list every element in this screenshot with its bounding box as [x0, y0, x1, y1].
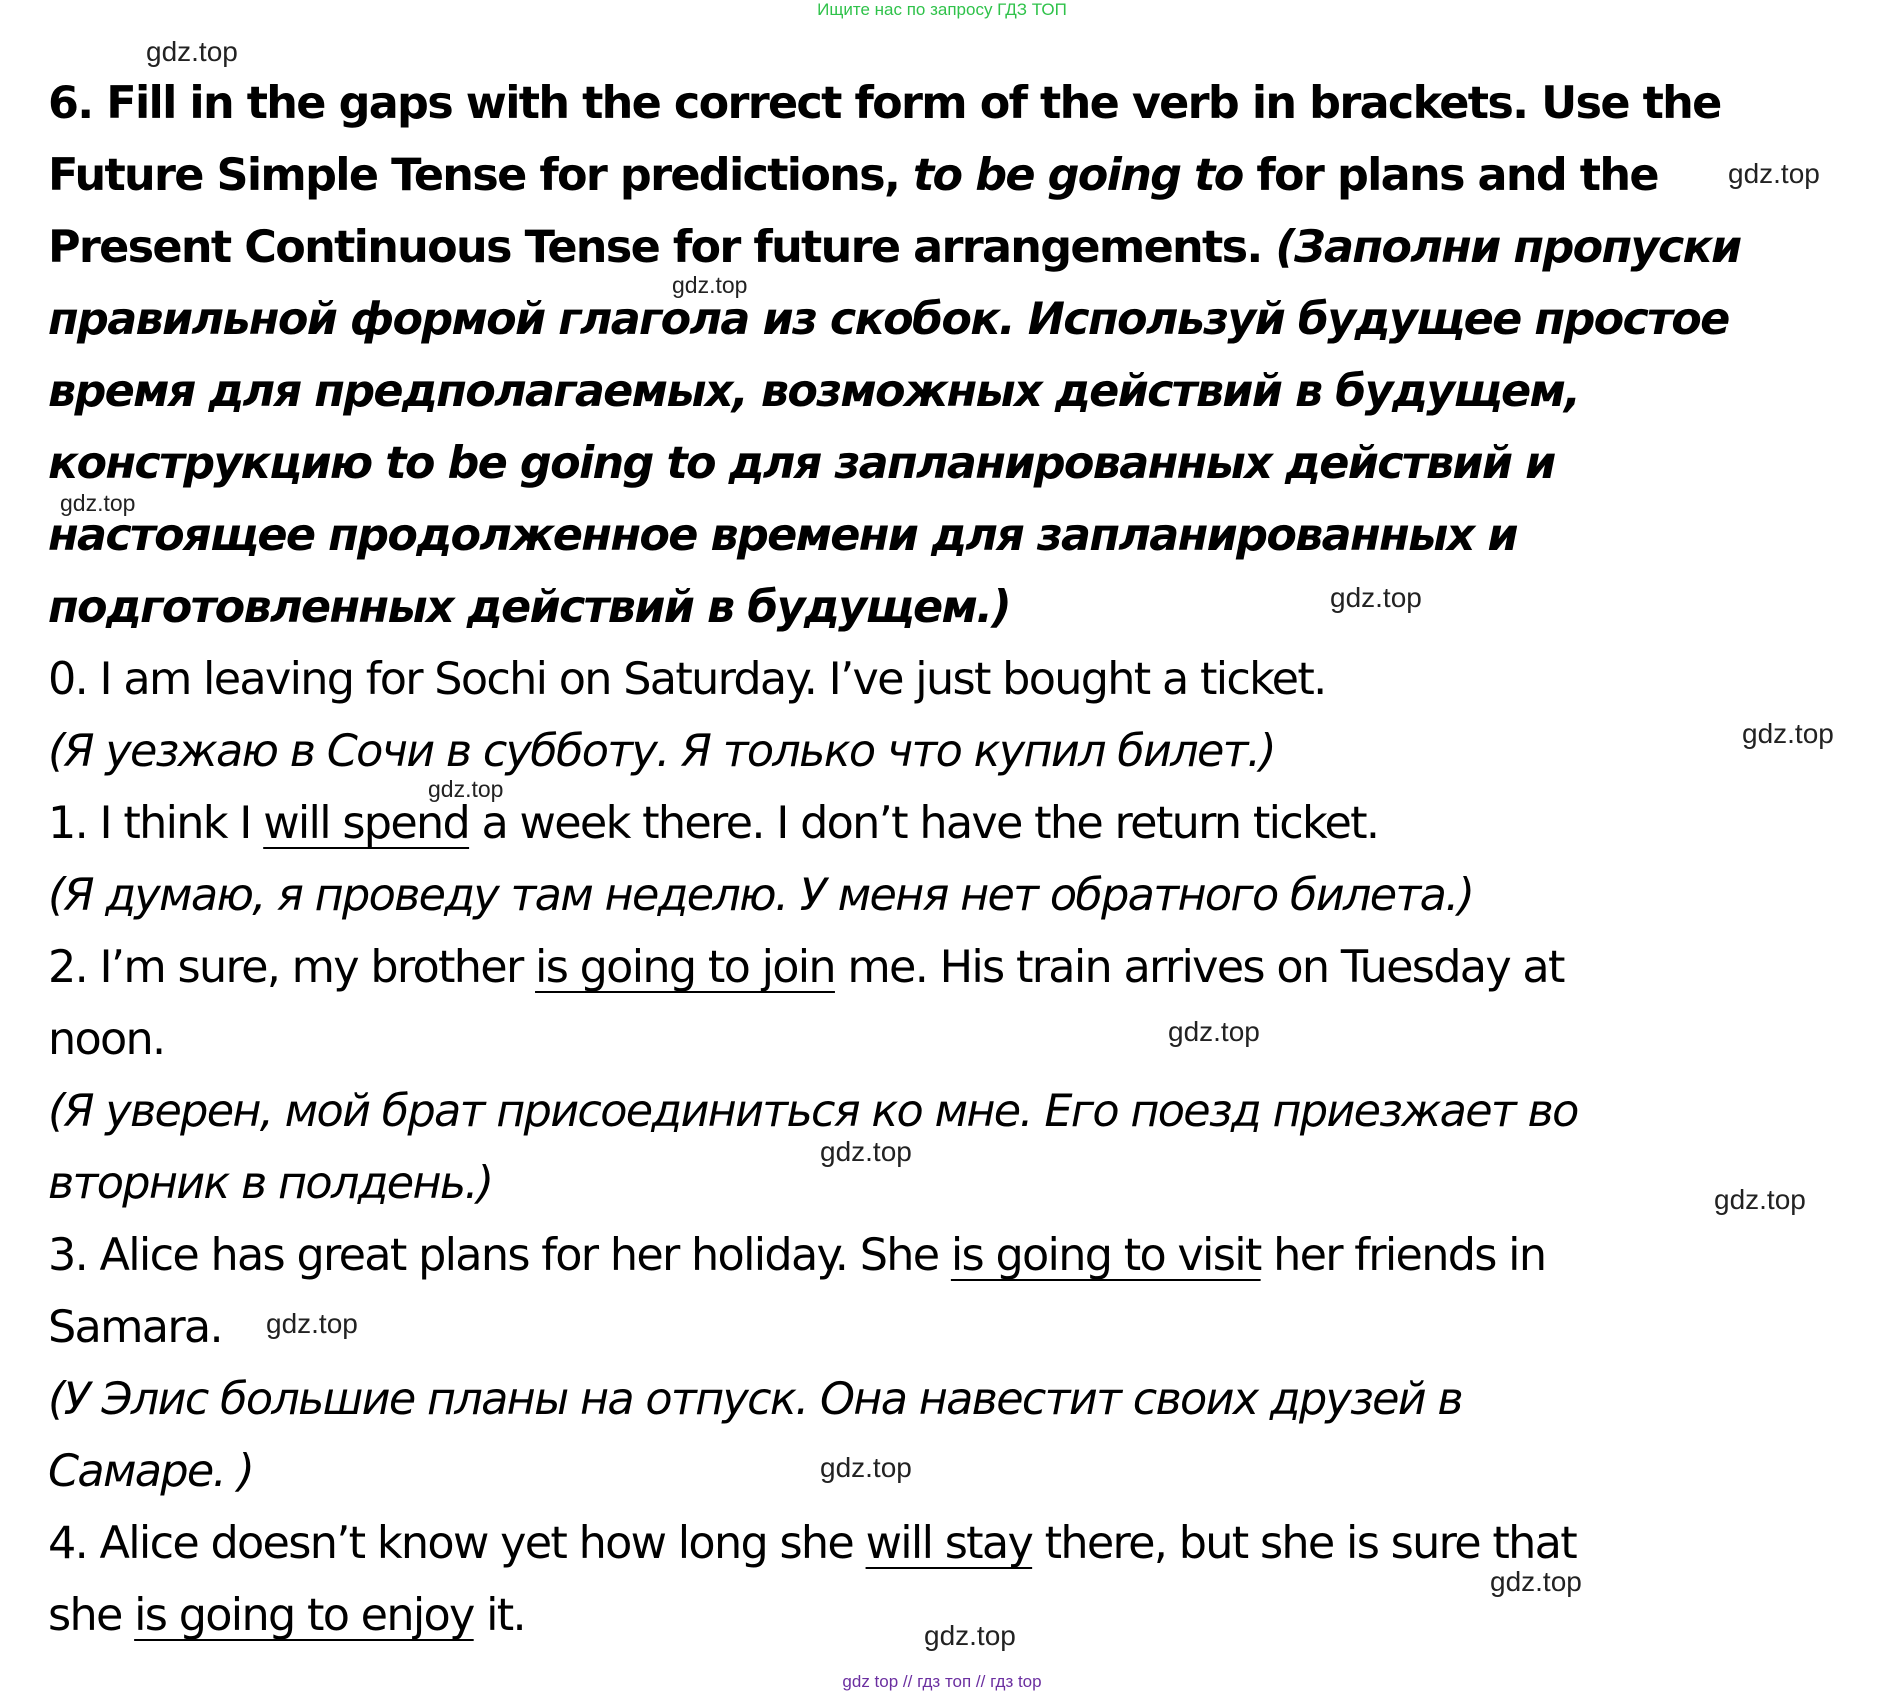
task-line-1: 6. Fill in the gaps with the correct form of the verb in brackets. Use the — [48, 78, 1721, 129]
watermark: gdz.top — [672, 272, 748, 298]
watermark: gdz.top — [266, 1308, 358, 1339]
item-text: 4. Alice doesn’t know yet how long she — [48, 1518, 866, 1569]
task-italic: to be going to — [912, 150, 1243, 201]
item-text: her friends in — [1260, 1230, 1546, 1281]
item-1-translation: (Я думаю, я проведу там неделю. У меня нет обратного билета.) — [48, 870, 1474, 921]
item-4 — [48, 1508, 1576, 1580]
item-text: me. His train arrives on Tuesday at — [834, 942, 1564, 993]
watermark: gdz.top — [1168, 1016, 1260, 1047]
answer-will-spend: will spend — [263, 798, 470, 849]
watermark: gdz.top — [1490, 1566, 1582, 1597]
item-1 — [48, 788, 1378, 860]
item-text: a week there. I don’t have the return ticket. — [469, 798, 1379, 849]
task-line-3 — [48, 212, 1741, 284]
task-translation-line: настоящее продолженное времени для запланированных и — [48, 510, 1517, 561]
item-text: 1. I think I — [48, 798, 264, 849]
task-translation-line: подготовленных действий в будущем.) — [48, 582, 1010, 633]
task-translation-line: конструкцию to be going to для запланированных действий и — [48, 438, 1555, 489]
item-0: 0. I am leaving for Sochi on Saturday. I’ve just bought a ticket. — [48, 654, 1326, 705]
watermark: gdz.top — [924, 1620, 1016, 1651]
item-text: she — [48, 1590, 135, 1641]
item-2 — [48, 932, 1564, 1004]
item-text: it. — [473, 1590, 525, 1641]
footer-text: gdz top // гдз топ // гдз top — [842, 1672, 1042, 1691]
item-text: 2. I’m sure, my brother — [48, 942, 536, 993]
task-text: for plans and the — [1242, 150, 1658, 201]
task-translation-line: время для предполагаемых, возможных действий в будущем, — [48, 366, 1580, 417]
watermark: gdz.top — [1714, 1184, 1806, 1215]
item-2-cont: noon. — [48, 1014, 165, 1065]
task-translation: (Заполни пропуски — [1275, 222, 1741, 273]
answer-is-going-to-join: is going to join — [535, 942, 835, 993]
watermark: gdz.top — [820, 1452, 912, 1483]
answer-is-going-to-enjoy: is going to enjoy — [134, 1590, 474, 1641]
answer-will-stay: will stay — [865, 1518, 1033, 1569]
item-3-translation: (У Элис большие планы на отпуск. Она навестит своих друзей в — [48, 1374, 1462, 1425]
item-4-cont — [48, 1580, 525, 1652]
watermark: gdz.top — [820, 1136, 912, 1167]
watermark: gdz.top — [1728, 158, 1820, 189]
item-3-translation: Самаре. ) — [48, 1446, 254, 1497]
task-translation-line: правильной формой глагола из скобок. Используй будущее простое — [48, 294, 1729, 345]
watermark: gdz.top — [428, 776, 504, 802]
item-3-cont: Samara. — [48, 1302, 222, 1353]
watermark: gdz.top — [146, 36, 238, 67]
watermark: gdz.top — [1330, 582, 1422, 613]
task-text: Future Simple Tense for predictions, — [48, 150, 913, 201]
watermark: gdz.top — [60, 490, 136, 516]
item-3 — [48, 1220, 1545, 1292]
task-line-2 — [48, 140, 1658, 212]
top-banner: Ищите нас по запросу ГДЗ ТОП — [817, 0, 1067, 19]
item-2-translation: (Я уверен, мой брат присоединиться ко мне. Его поезд приезжает во — [48, 1086, 1578, 1137]
item-text: 3. Alice has great plans for her holiday. She — [48, 1230, 951, 1281]
answer-is-going-to-visit: is going to visit — [950, 1230, 1261, 1281]
watermark: gdz.top — [1742, 718, 1834, 749]
item-0-translation: (Я уезжаю в Сочи в субботу. Я только что купил билет.) — [48, 726, 1275, 777]
item-text: there, but she is sure that — [1032, 1518, 1576, 1569]
item-2-translation: вторник в полдень.) — [48, 1158, 493, 1209]
task-text: Present Continuous Tense for future arrangements. — [48, 222, 1276, 273]
